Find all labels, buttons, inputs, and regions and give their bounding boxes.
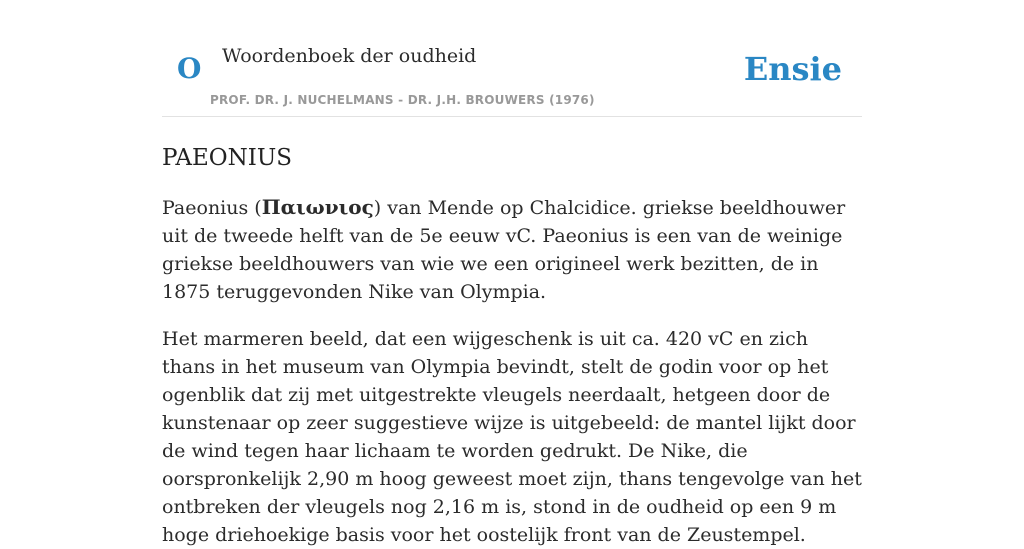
entry-title: PAEONIUS — [162, 145, 292, 171]
greek-name: Παιωνιος — [261, 195, 374, 219]
book-authors: PROF. DR. J. NUCHELMANS - DR. J.H. BROUWERS (1976) — [210, 93, 595, 107]
page-container — [162, 0, 862, 549]
entry-paragraph-2: Het marmeren beeld, dat een wijgeschenk is uit ca. 420 vC en zich thans in het museum van Olympia bevindt, stelt de godin voor op het ogenblik dat zij met uitgestrekte vleugels neerdaalt, hetgeen door de kunstenaar op zeer suggestieve wijze is uitgebeeld: de mantel lijkt door de wind tegen haar lichaam te worden gedrukt. De Nike, die oorspronkelijk 2,90 m hoog geweest moet zijn, thans tengevolge van het ontbreken der vleugels nog 2,16 m is, stond in de oudheid op een 9 m hoge driehoekige basis voor het oostelijk front van de Zeustempel. — [162, 328, 862, 546]
letter-index-link[interactable]: O — [177, 52, 202, 85]
book-title[interactable]: Woordenboek der oudheid — [222, 45, 477, 67]
paragraph-text: Paeonius ( — [162, 197, 262, 219]
paragraph-text: ) van Mende op Chalcidice. griekse beeldhouwer uit de tweede helft van de 5e eeuw vC. Paeonius is een van de weinige griekse beeldhouwers van wie we een origineel werk bezitten, de in 1875 teruggevonden Nike van Olympia. — [162, 197, 846, 303]
book-header — [162, 0, 862, 117]
ensie-logo[interactable]: Ensie — [743, 50, 842, 88]
entry-paragraph-1 — [162, 193, 862, 306]
